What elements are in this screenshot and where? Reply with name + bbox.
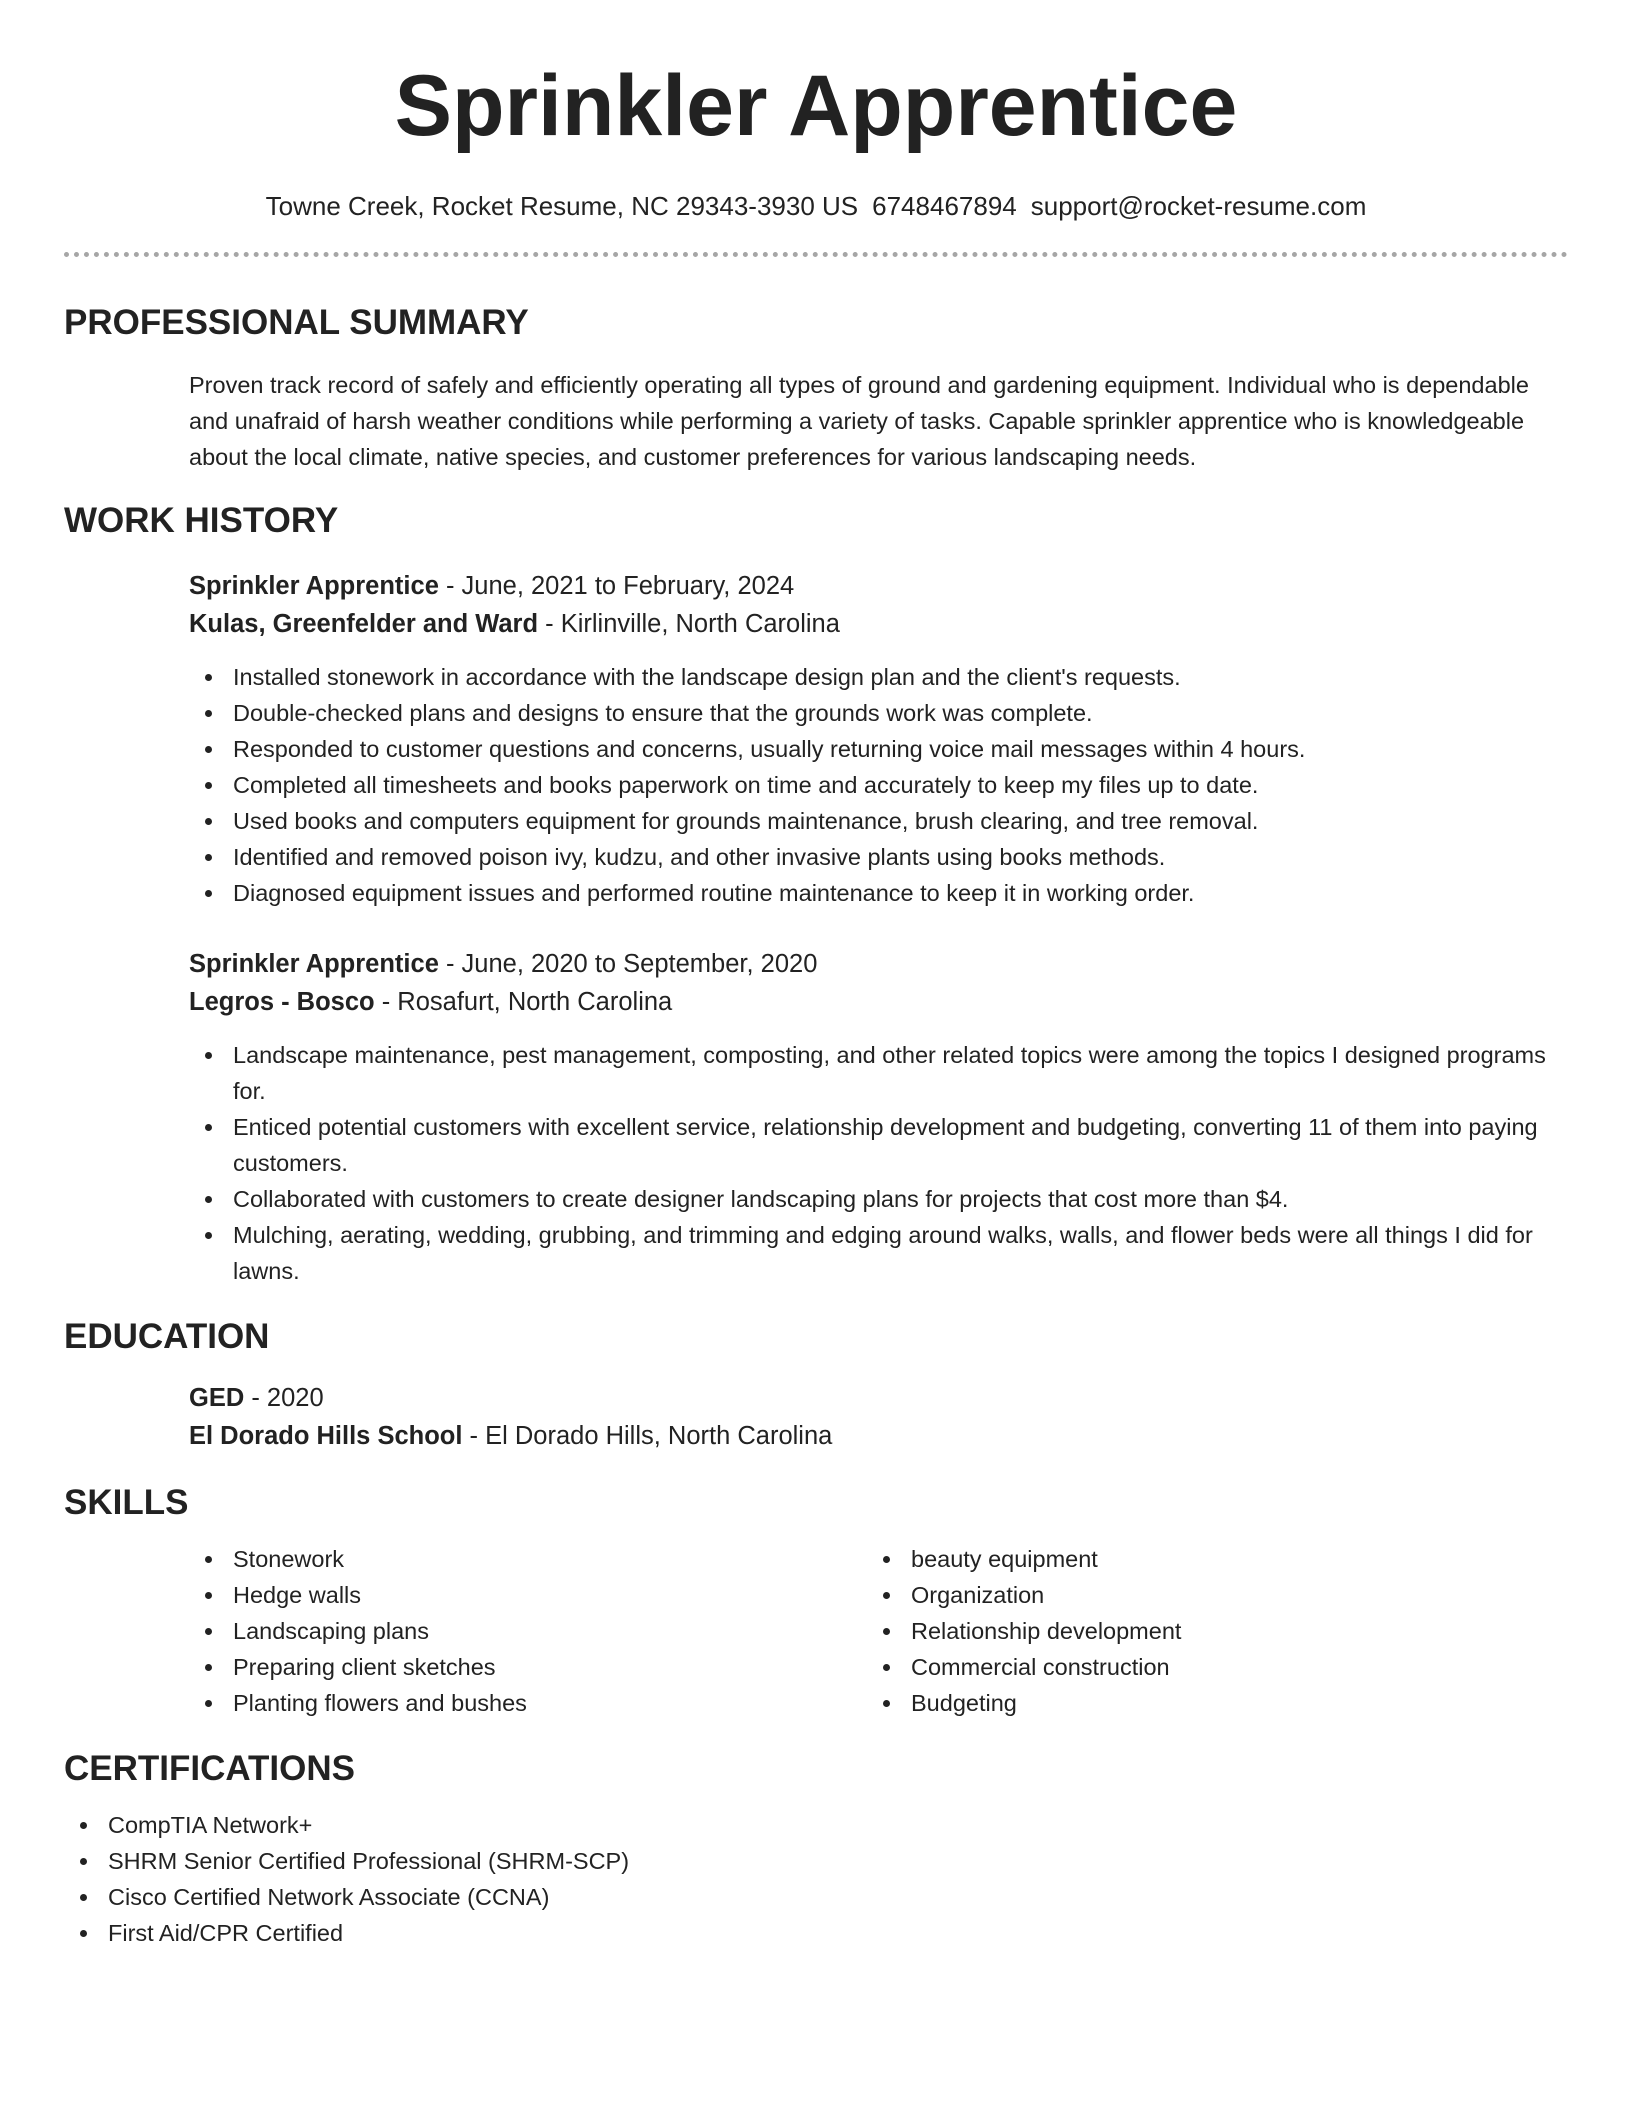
candidate-name: Sprinkler Apprentice bbox=[394, 58, 1238, 154]
skill-item: Landscaping plans bbox=[189, 1613, 867, 1649]
skill-item: Stonework bbox=[189, 1541, 867, 1577]
certifications-heading: CERTIFICATIONS bbox=[64, 1749, 356, 1788]
header-divider bbox=[64, 252, 1568, 257]
job-location: - Rosafurt, North Carolina bbox=[374, 988, 673, 1016]
skill-item: Relationship development bbox=[867, 1613, 1545, 1649]
skills-grid bbox=[189, 1541, 1568, 1721]
job-duties-list bbox=[189, 659, 1568, 911]
degree: GED bbox=[189, 1384, 245, 1412]
job-title-line bbox=[189, 945, 1568, 983]
education-entry bbox=[189, 1379, 1568, 1455]
skills-list-left bbox=[189, 1541, 867, 1721]
contact-email[interactable]: support@rocket-resume.com bbox=[1030, 191, 1367, 221]
list-item: Installed stonework in accordance with the landscape design plan and the client's requests. bbox=[189, 659, 1568, 695]
job-entry bbox=[189, 567, 1568, 911]
skill-item: Organization bbox=[867, 1577, 1545, 1613]
job-duties-list bbox=[189, 1037, 1568, 1289]
job-company-line bbox=[189, 605, 1568, 643]
list-item: Identified and removed poison ivy, kudzu, and other invasive plants using books methods. bbox=[189, 839, 1568, 875]
skill-item: Preparing client sketches bbox=[189, 1649, 867, 1685]
certification-item: First Aid/CPR Certified bbox=[64, 1915, 1568, 1951]
list-item: Diagnosed equipment issues and performed routine maintenance to keep it in working order. bbox=[189, 875, 1568, 911]
certification-item: SHRM Senior Certified Professional (SHRM-SCP) bbox=[64, 1843, 1568, 1879]
certification-item: Cisco Certified Network Associate (CCNA) bbox=[64, 1879, 1568, 1915]
job-role: Sprinkler Apprentice bbox=[189, 950, 439, 978]
skills-heading: SKILLS bbox=[64, 1483, 189, 1522]
contact-address: Towne Creek, Rocket Resume, NC 29343-3930 US bbox=[265, 191, 859, 221]
summary-text: Proven track record of safely and efficiently operating all types of ground and gardening equipment. Individual who is dependable and unafraid of harsh weather conditions while performing a variety of tasks. Capable sprinkler apprentice who is knowledgeable about the local climate, native species, and customer preferences for various landscaping needs. bbox=[189, 372, 1529, 470]
job-company: Kulas, Greenfelder and Ward bbox=[189, 610, 539, 638]
job-entry bbox=[189, 945, 1568, 1289]
list-item: Landscape maintenance, pest management, composting, and other related topics were among the topics I designed programs for. bbox=[189, 1037, 1568, 1109]
certification-item: CompTIA Network+ bbox=[64, 1807, 1568, 1843]
job-location: - Kirlinville, North Carolina bbox=[538, 610, 840, 638]
skill-item: Hedge walls bbox=[189, 1577, 867, 1613]
skill-item: beauty equipment bbox=[867, 1541, 1545, 1577]
job-title-line bbox=[189, 567, 1568, 605]
skill-item: Budgeting bbox=[867, 1685, 1545, 1721]
degree-year: - 2020 bbox=[244, 1384, 324, 1412]
degree-line bbox=[189, 1379, 1568, 1417]
school-location: - El Dorado Hills, North Carolina bbox=[462, 1422, 833, 1450]
job-role: Sprinkler Apprentice bbox=[189, 572, 439, 600]
job-dates: - June, 2021 to February, 2024 bbox=[438, 572, 795, 600]
list-item: Responded to customer questions and concerns, usually returning voice mail messages within 4 hours. bbox=[189, 731, 1568, 767]
summary-heading: PROFESSIONAL SUMMARY bbox=[64, 303, 529, 342]
list-item: Completed all timesheets and books paperwork on time and accurately to keep my files up to date. bbox=[189, 767, 1568, 803]
work-history-heading: WORK HISTORY bbox=[64, 501, 339, 540]
education-heading: EDUCATION bbox=[64, 1317, 270, 1356]
list-item: Collaborated with customers to create designer landscaping plans for projects that cost more than $4. bbox=[189, 1181, 1568, 1217]
contact-phone: 6748467894 bbox=[872, 191, 1017, 221]
list-item: Double-checked plans and designs to ensure that the grounds work was complete. bbox=[189, 695, 1568, 731]
skill-item: Planting flowers and bushes bbox=[189, 1685, 867, 1721]
contact-line bbox=[64, 190, 1568, 222]
skills-list-right bbox=[867, 1541, 1545, 1721]
list-item: Used books and computers equipment for grounds maintenance, brush clearing, and tree removal. bbox=[189, 803, 1568, 839]
job-company-line bbox=[189, 983, 1568, 1021]
job-company: Legros - Bosco bbox=[189, 988, 375, 1016]
school-name: El Dorado Hills School bbox=[189, 1422, 463, 1450]
job-dates: - June, 2020 to September, 2020 bbox=[438, 950, 818, 978]
list-item: Mulching, aerating, wedding, grubbing, and trimming and edging around walks, walls, and flower beds were all things I did for lawns. bbox=[189, 1217, 1568, 1289]
certifications-list bbox=[64, 1807, 1568, 1951]
skill-item: Commercial construction bbox=[867, 1649, 1545, 1685]
list-item: Enticed potential customers with excellent service, relationship development and budgeting, converting 11 of them into paying customers. bbox=[189, 1109, 1568, 1181]
school-line bbox=[189, 1417, 1568, 1455]
